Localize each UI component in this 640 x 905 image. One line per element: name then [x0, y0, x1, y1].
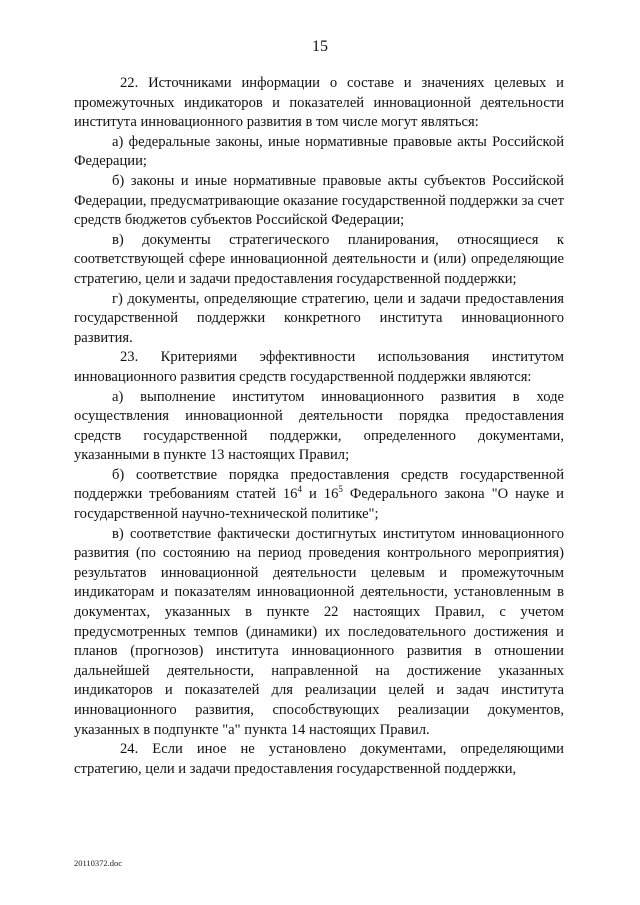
paragraph-22: 22. Источниками информации о составе и значениях целевых и промежуточных индикаторов и показателей инновационной деятельности института инновационного развития в том числе могут являться:	[74, 75, 564, 131]
paragraph-23-b-text-mid: и 16	[301, 486, 339, 503]
superscript-5: 5	[338, 484, 343, 495]
paragraph-22-d: г) документы, определяющие стратегию, цели и задачи предоставления государственной поддержки конкретного института инновационного развития.	[74, 290, 564, 346]
paragraph-23-b-text-start: б) соответствие порядка предоставления средств государственной поддержки требованиям статей 16	[74, 466, 564, 503]
document-body	[74, 74, 564, 779]
paragraph-23-a: а) выполнение институтом инновационного развития в ходе осуществления инновационной деятельности порядка предоставления средств государственной поддержки, определенного документами, указанными в пункте 13 настоящих Правил;	[74, 388, 564, 464]
paragraph-23: 23. Критериями эффективности использования институтом инновационного развития средств государственной поддержки являются:	[74, 349, 564, 385]
paragraph-22-b: б) законы и иные нормативные правовые акты субъектов Российской Федерации, предусматривающие оказание государственной поддержки за счет средств бюджетов субъектов Российской Федерации;	[74, 172, 564, 229]
superscript-4: 4	[297, 484, 302, 495]
page-number: 15	[312, 38, 328, 55]
paragraph-22-a: а) федеральные законы, иные нормативные правовые акты Российской Федерации;	[74, 133, 564, 170]
footer-file-code: 20110372.doc	[74, 858, 123, 868]
paragraph-24: 24. Если иное не установлено документами, определяющими стратегию, цели и задачи предоставления государственной поддержки,	[74, 741, 564, 777]
paragraph-23-b-text-end: Федерального закона "О науке и государственной научно-технической политике";	[74, 486, 564, 523]
paragraph-22-c: в) документы стратегического планирования, относящиеся к соответствующей сфере инновационной деятельности и (или) определяющие стратегию, цели и задачи предоставления государственной поддержки;	[74, 231, 564, 287]
paragraph-23-b	[74, 466, 564, 525]
paragraph-23-c: в) соответствие фактически достигнутых институтом инновационного развития (по состоянию на период проведения контрольного мероприятия) результатов инновационной деятельности целевым и промежуточным индикаторам и показателям инновационной деятельности, установленным в документах, указанных в пункте 22 настоящих Правил, с учетом предусмотренных темпов (динамики) их последовательного достижения и планов (прогнозов) института инновационного развития в отношении дальнейшей деятельности, направленной на достижение указанных индикаторов и показателей для реализации целей и задач института инновационного развития, способствующих реализации документов, указанных в подпункте "а" пункта 14 настоящих Правил.	[74, 525, 564, 738]
